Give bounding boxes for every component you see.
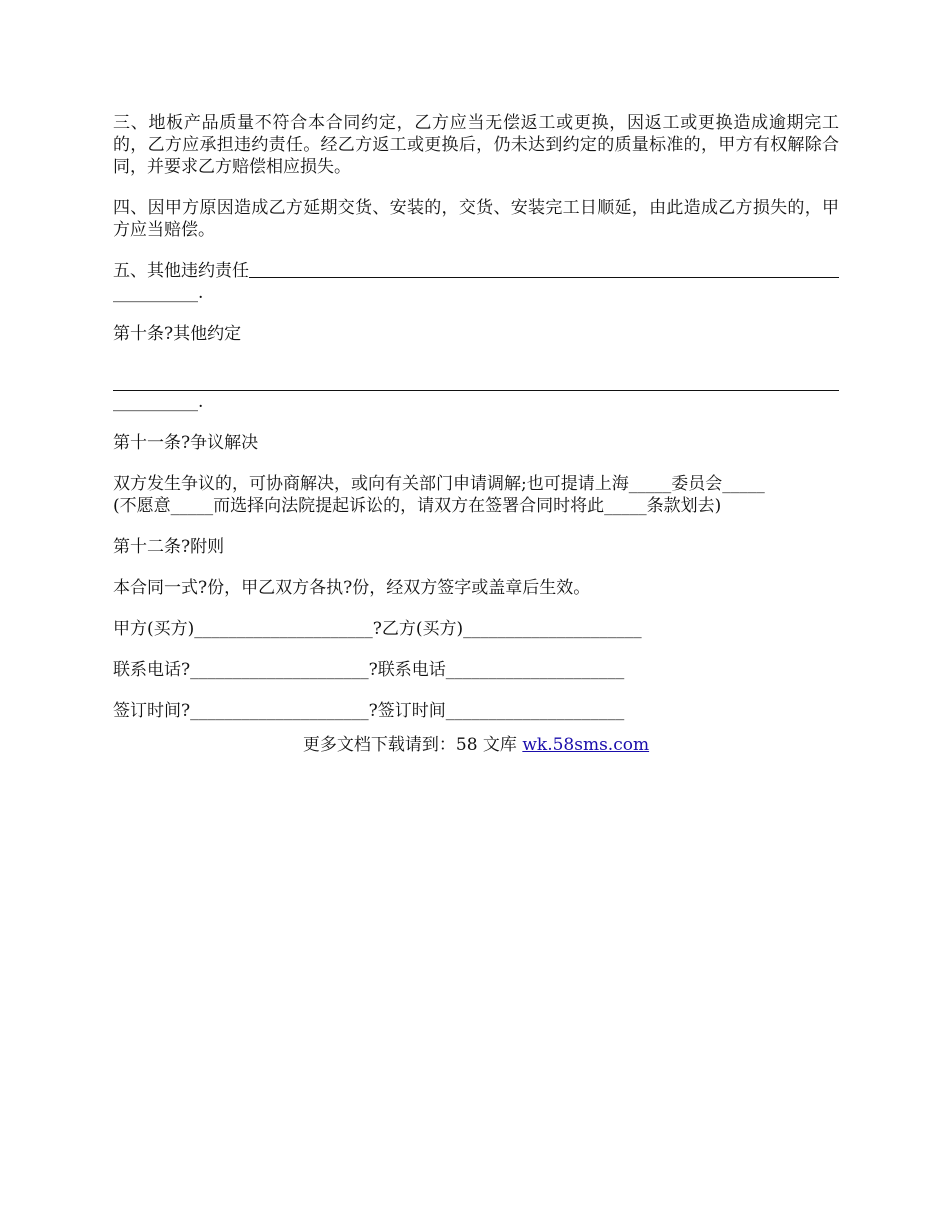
signature-party: 甲方(买方)_____________________?乙方(买方)_____________________	[113, 619, 642, 639]
clause-3: 三、地板产品质量不符合本合同约定，乙方应当无偿返工或更换，因返工或更换造成逾期完工的，乙方应承担违约责任。经乙方返工或更换后，仍未达到约定的质量标准的，甲方有权解除合同，并要求乙方赔偿相应损失。	[113, 113, 839, 177]
article-11-line-1: 双方发生争议的，可协商解决，或向有关部门申请调解;也可提请上海_____委员会_____	[113, 474, 765, 494]
article-10-body	[113, 362, 839, 413]
article-11-body	[113, 473, 839, 517]
article-11-title: 第十一条?争议解决	[113, 433, 259, 453]
signature-date: 签订时间?_____________________?签订时间_____________________	[113, 701, 625, 721]
document-page	[113, 112, 839, 741]
clause-5-fill-line	[249, 261, 839, 278]
article-10-title: 第十条?其他约定	[113, 324, 242, 344]
clause-5-label: 五、其他违约责任	[113, 261, 249, 281]
signature-phone: 联系电话?_____________________?联系电话_____________________	[113, 660, 625, 680]
article-11-line-2: (不愿意_____而选择向法院提起诉讼的，请双方在签署合同时将此_____条款划去)	[113, 496, 722, 516]
footer-link[interactable]: wk.58sms.com	[522, 735, 650, 755]
clause-4: 四、因甲方原因造成乙方延期交货、安装的，交货、安装完工日顺延，由此造成乙方损失的，甲方应当赔偿。	[113, 198, 839, 240]
article-12-body: 本合同一式?份，甲乙双方各执?份，经双方签字或盖章后生效。	[113, 578, 591, 598]
footer-text: 更多文档下载请到：58 文库	[302, 735, 523, 755]
article-10-fill-line	[113, 362, 839, 391]
clause-5-end: __________.	[113, 283, 204, 303]
article-12-title: 第十二条?附则	[113, 537, 225, 557]
clause-5	[113, 260, 839, 304]
article-10-end: __________.	[113, 392, 204, 412]
footer	[113, 734, 839, 756]
